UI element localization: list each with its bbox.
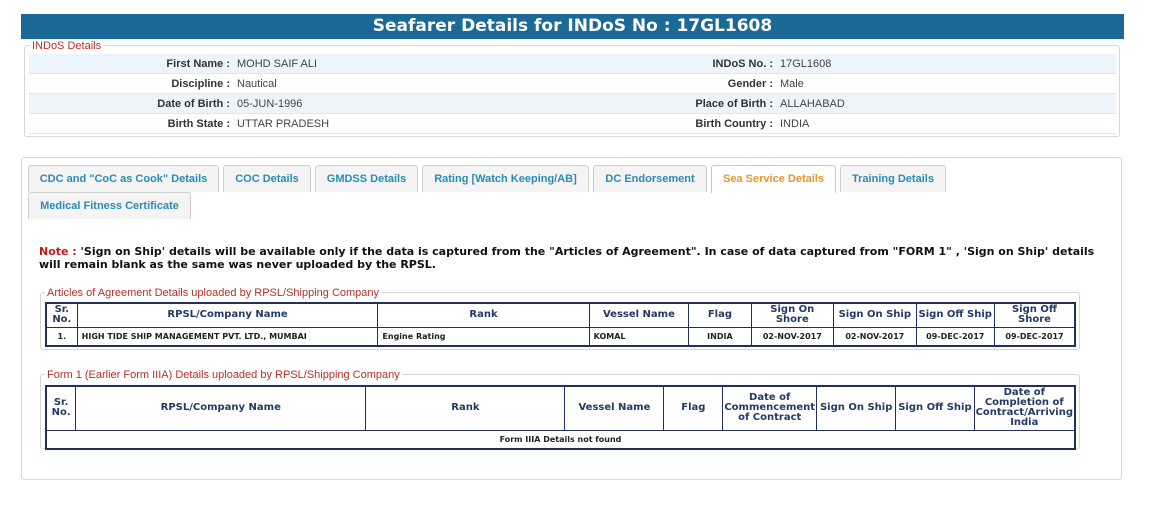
col-header-sign-off-shore: Sign Off Shore (994, 303, 1075, 327)
col-header-sign-on-shore: Sign On Shore (751, 303, 833, 327)
col-header-sr-no: Sr. No. (46, 303, 77, 327)
info-row (29, 74, 1116, 94)
date-of-birth-label: Date of Birth : (157, 98, 230, 110)
birth-country-label: Birth Country : (695, 118, 773, 130)
tab-sea-service-details[interactable]: Sea Service Details (711, 165, 836, 193)
cell-sign-on-shore: 02-NOV-2017 (751, 327, 833, 346)
col-header-sr-no: Sr. No. (46, 386, 76, 430)
first-name-value: MOHD SAIF ALI (237, 58, 318, 70)
cell-sign-off-shore: 09-DEC-2017 (994, 327, 1075, 346)
sign-on-ship-note (39, 245, 1099, 271)
cell-sign-on-ship: 02-NOV-2017 (834, 327, 916, 346)
cell-rank: Engine Rating (378, 327, 589, 346)
articles-of-agreement-legend: Articles of Agreement Details uploaded by RPSL/Shipping Company (47, 287, 380, 299)
tab-dc-endorsement[interactable]: DC Endorsement (593, 165, 707, 192)
tab-coc-details[interactable]: COC Details (223, 165, 311, 192)
indos-no-label: INDoS No. : (712, 58, 773, 70)
info-row (29, 114, 1116, 134)
indos-details-legend: INDoS Details (32, 40, 102, 52)
col-header-completion-date: Date of Completion of Contract/Arriving India (974, 386, 1075, 430)
form1-legend: Form 1 (Earlier Form IIIA) Details uploaded by RPSL/Shipping Company (47, 369, 400, 381)
date-of-birth-value: 05-JUN-1996 (237, 98, 303, 110)
col-header-sign-off-ship: Sign Off Ship (916, 303, 994, 327)
discipline-label: Discipline : (171, 78, 230, 90)
cell-sign-off-ship: 09-DEC-2017 (916, 327, 994, 346)
cell-company-name: HIGH TIDE SHIP MANAGEMENT PVT. LTD., MUMBAI (77, 327, 378, 346)
gender-label: Gender : (727, 78, 773, 90)
indos-no-value: 17GL1608 (780, 58, 832, 70)
discipline-value: Nautical (237, 78, 277, 90)
col-header-vessel-name: Vessel Name (589, 303, 689, 327)
form1-not-found-message: Form IIIA Details not found (46, 430, 1075, 449)
page-title: Seafarer Details for INDoS No : 17GL1608 (21, 14, 1124, 39)
tab-rating-watch-keeping[interactable]: Rating [Watch Keeping/AB] (422, 165, 589, 192)
cell-flag: INDIA (689, 327, 751, 346)
tab-cdc-coc-cook[interactable]: CDC and "CoC as Cook" Details (28, 165, 219, 192)
tab-training-details[interactable]: Training Details (840, 165, 946, 192)
gender-value: Male (780, 78, 804, 90)
cell-sr-no: 1. (46, 327, 77, 346)
col-header-sign-on-ship: Sign On Ship (817, 386, 896, 430)
table-row (46, 430, 1075, 449)
info-row (29, 94, 1116, 114)
form1-table (45, 385, 1076, 450)
cell-vessel-name: KOMAL (589, 327, 689, 346)
birth-country-value: INDIA (780, 118, 810, 130)
col-header-rank: Rank (366, 386, 565, 430)
col-header-company-name: RPSL/Company Name (76, 386, 366, 430)
birth-state-value: UTTAR PRADESH (237, 118, 330, 130)
first-name-label: First Name : (166, 58, 230, 70)
col-header-flag: Flag (689, 303, 751, 327)
birth-state-label: Birth State : (167, 118, 230, 130)
place-of-birth-value: ALLAHABAD (780, 98, 845, 110)
note-text: 'Sign on Ship' details will be available only if the data is captured from the "Articles of Agreement". In case of data captured from "FORM 1" , 'Sign on Ship' details will remain blank as the same was never uploaded by the RPSL. (39, 245, 1095, 271)
place-of-birth-label: Place of Birth : (695, 98, 773, 110)
articles-of-agreement-table (45, 302, 1076, 347)
note-label: Note : (39, 245, 77, 258)
col-header-rank: Rank (378, 303, 589, 327)
col-header-sign-off-ship: Sign Off Ship (896, 386, 974, 430)
col-header-company-name: RPSL/Company Name (77, 303, 378, 327)
tab-gmdss-details[interactable]: GMDSS Details (315, 165, 418, 192)
tab-medical-fitness-certificate[interactable]: Medical Fitness Certificate (28, 192, 191, 219)
col-header-commencement-date: Date of Commencement of Contract (723, 386, 817, 430)
col-header-vessel-name: Vessel Name (565, 386, 664, 430)
table-row (46, 327, 1075, 346)
info-row (29, 54, 1116, 74)
col-header-flag: Flag (664, 386, 723, 430)
col-header-sign-on-ship: Sign On Ship (834, 303, 916, 327)
